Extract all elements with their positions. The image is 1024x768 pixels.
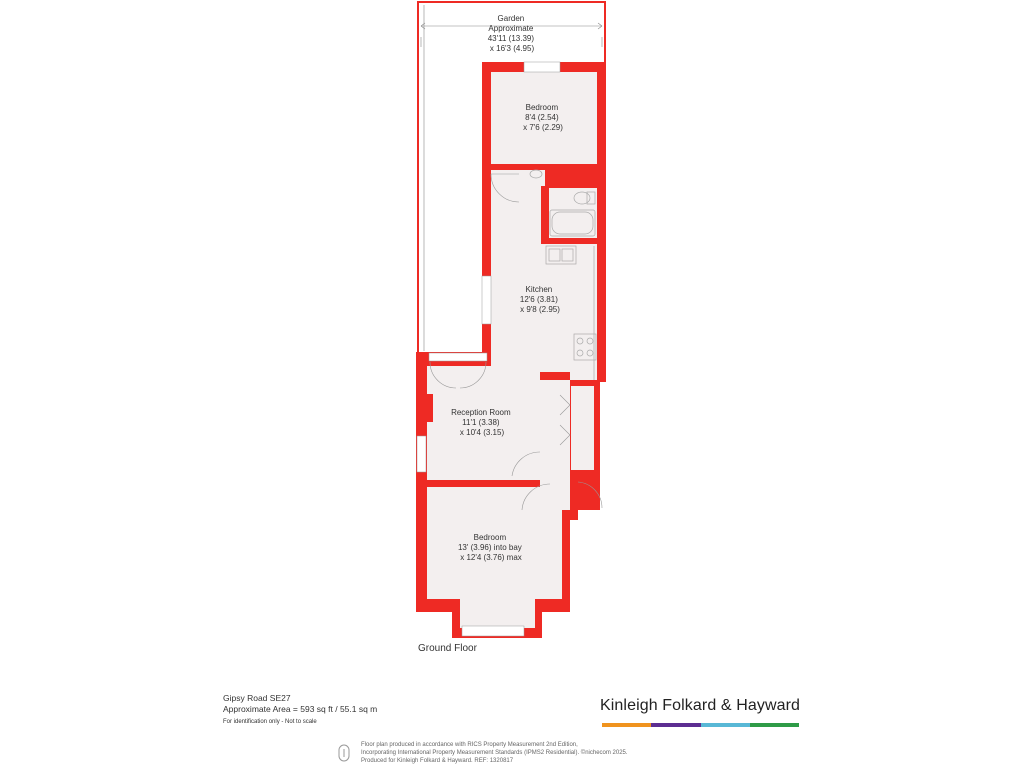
bay-floor — [460, 598, 535, 628]
back-bedroom-label: Bedroom 8'4 (2.54) x 7'6 (2.29) — [523, 103, 563, 132]
thumb-icon — [337, 743, 351, 763]
footer-line-3: Produced for Kinleigh Folkard & Hayward. REF: 1320817 — [361, 758, 514, 764]
brand-name: Kinleigh Folkard & Hayward — [600, 697, 801, 714]
reception-room-label: Reception Room 11'1 (3.38) x 10'4 (3.15) — [451, 408, 511, 437]
brand-color-green — [750, 723, 799, 727]
front-bedroom-label: Bedroom 13' (3.96) into bay x 12'4 (3.76) max — [457, 533, 522, 562]
brand-color-bar — [602, 723, 799, 727]
cupboard-floor — [571, 386, 594, 470]
brand-color-orange — [602, 723, 651, 727]
address: Gipsy Road SE27 — [223, 693, 291, 703]
area: Approximate Area = 593 sq ft / 55.1 sq m — [223, 704, 378, 714]
kitchen-window — [482, 276, 491, 324]
hall-floor — [540, 380, 570, 500]
bay-window — [462, 626, 524, 636]
footer-line-2: Incorporating International Property Measurement Standards (IPMS2 Residential). ©nichecom 2025. — [361, 750, 628, 756]
floor-label: Ground Floor — [418, 643, 477, 654]
footer — [337, 741, 697, 765]
property-info — [223, 693, 377, 728]
brand-color-blue — [701, 723, 750, 727]
hallway-floor — [491, 170, 545, 246]
back-bedroom-window — [524, 62, 560, 72]
reception-window — [417, 436, 426, 472]
garden-doors — [429, 353, 487, 361]
disclaimer: For identification only - Not to scale — [223, 719, 317, 725]
garden-label: Garden Approximate 43'11 (13.39) x 16'3 (4.95) — [487, 14, 535, 53]
kitchen-label: Kitchen 12'6 (3.81) x 9'8 (2.95) — [519, 285, 560, 314]
brand-color-purple — [651, 723, 700, 727]
footer-line-1: Floor plan produced in accordance with RICS Property Measurement 2nd Edition, — [361, 742, 578, 748]
